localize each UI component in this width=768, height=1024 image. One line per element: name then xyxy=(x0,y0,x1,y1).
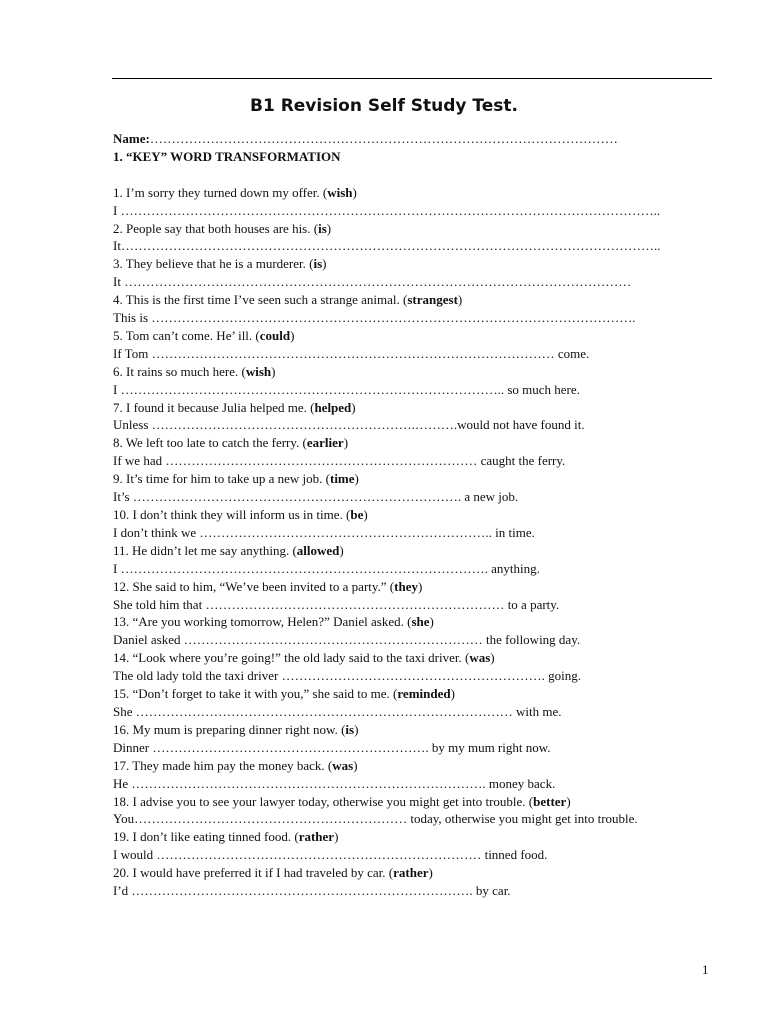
question: 14. “Look where you’re going!” the old lady said to the taxi driver. (was) xyxy=(113,650,495,666)
question: 4. This is the first time I’ve seen such a strange animal. (strangest) xyxy=(113,292,463,308)
answer-line[interactable]: If Tom ………………………………………………………………………………… come. xyxy=(113,345,590,361)
answer-line[interactable]: It’s …………………………………………………………………. a new job. xyxy=(113,489,519,505)
keyword: time xyxy=(329,471,355,487)
keyword: could xyxy=(259,327,291,343)
answer-line[interactable]: I …………………………………………………………………………….. so much here. xyxy=(113,381,580,397)
keyword: be xyxy=(350,507,364,523)
keyword: reminded xyxy=(397,686,451,702)
exercise-item xyxy=(113,685,703,721)
question: 7. I found it because Julia helped me. (helped) xyxy=(113,399,356,415)
question: 5. Tom can’t come. He’ ill. (could) xyxy=(113,327,295,343)
answer-line[interactable]: Unless …………………………………………………….……….would not have found it. xyxy=(113,417,585,433)
question: 17. They made him pay the money back. (was) xyxy=(113,757,358,773)
exercise-item xyxy=(113,506,703,542)
exercise-item xyxy=(113,793,703,829)
top-rule xyxy=(112,78,712,79)
question: 3. They believe that he is a murderer. (is) xyxy=(113,256,327,272)
exercise-item xyxy=(113,721,703,757)
question: 16. My mum is preparing dinner right now. (is) xyxy=(113,721,359,737)
page-title: B1 Revision Self Study Test. xyxy=(249,96,518,116)
question: 11. He didn’t let me say anything. (allowed) xyxy=(113,542,344,558)
keyword: strangest xyxy=(407,292,458,308)
spacer xyxy=(113,166,703,184)
answer-line[interactable]: It ……………………………………………………………………………………………………… xyxy=(113,274,632,290)
section-heading: 1. “KEY” WORD TRANSFORMATION xyxy=(113,148,341,164)
exercise-item xyxy=(113,220,703,256)
answer-line[interactable]: I don’t think we ………………………………………………………….. in time. xyxy=(113,524,535,540)
answer-line[interactable]: He ………………………………………………………………………. money back. xyxy=(113,775,556,791)
question: 19. I don’t like eating tinned food. (rather) xyxy=(113,829,339,845)
keyword: wish xyxy=(327,184,353,200)
keyword: was xyxy=(469,650,491,666)
answer-line[interactable]: If we had ……………………………………………………………… caught the ferry. xyxy=(113,453,566,469)
question: 12. She said to him, “We’ve been invited to a party.” (they) xyxy=(113,578,423,594)
exercise-item xyxy=(113,613,703,649)
answer-line[interactable]: Daniel asked …………………………………………………………… the following day. xyxy=(113,632,581,648)
keyword: is xyxy=(345,721,355,737)
exercise-item xyxy=(113,470,703,506)
keyword: better xyxy=(533,793,567,809)
answer-line[interactable]: She told him that …………………………………………………………… to a party. xyxy=(113,596,560,612)
keyword: wish xyxy=(245,363,272,379)
question: 2. People say that both houses are his. (is) xyxy=(113,220,332,236)
keyword: helped xyxy=(314,399,352,415)
exercise-item xyxy=(113,184,703,220)
keyword: earlier xyxy=(306,435,344,451)
answer-line[interactable]: Dinner ………………………………………………………. by my mum right now. xyxy=(113,739,551,755)
page-number: 1 xyxy=(702,962,709,977)
question: 13. “Are you working tomorrow, Helen?” Daniel asked. (she) xyxy=(113,614,434,630)
exercise-item xyxy=(113,828,703,864)
name-label: Name: xyxy=(113,131,150,146)
exercise-item xyxy=(113,649,703,685)
question: 9. It’s time for him to take up a new job. (time) xyxy=(113,471,359,487)
exercise-item xyxy=(113,291,703,327)
name-dots: ……………………………………………………………………………………………… xyxy=(149,131,618,146)
keyword: allowed xyxy=(296,542,340,558)
exercise-item xyxy=(113,255,703,291)
answer-line[interactable]: I …………………………………………………………………………………………………………….. xyxy=(113,202,661,218)
answer-line[interactable]: She …………………………………………………………………………… with me. xyxy=(113,703,562,719)
question: 20. I would have preferred it if I had traveled by car. (rather) xyxy=(113,865,433,881)
answer-line[interactable]: I would ………………………………………………………………… tinned food. xyxy=(113,847,548,863)
exercise-item xyxy=(113,434,703,470)
name-line xyxy=(113,130,703,148)
question: 15. “Don’t forget to take it with you,” she said to me. (reminded) xyxy=(113,686,455,702)
keyword: is xyxy=(313,256,323,272)
question: 6. It rains so much here. (wish) xyxy=(113,363,276,379)
answer-line[interactable]: I …………………………………………………………………………. anything. xyxy=(113,560,540,576)
exercise-item xyxy=(113,399,703,435)
exercise-item xyxy=(113,327,703,363)
answer-line[interactable]: You……………………………………………………… today, otherwise you might get into trouble. xyxy=(113,811,638,827)
question: 10. I don’t think they will inform us in time. (be) xyxy=(113,507,368,523)
question: 8. We left too late to catch the ferry. (earlier) xyxy=(113,435,349,451)
question: 1. I’m sorry they turned down my offer. (wish) xyxy=(113,184,357,200)
exercise-item xyxy=(113,542,703,578)
keyword: was xyxy=(332,757,354,773)
keyword: they xyxy=(394,578,418,594)
keyword: she xyxy=(411,614,430,630)
exercise-item xyxy=(113,578,703,614)
keyword: is xyxy=(318,220,327,236)
keyword: rather xyxy=(298,829,335,845)
worksheet-body xyxy=(113,130,703,900)
exercise-item xyxy=(113,757,703,793)
answer-line[interactable]: The old lady told the taxi driver ……………………………………………………. going. xyxy=(113,668,581,684)
exercise-item xyxy=(113,363,703,399)
answer-line[interactable]: I’d ……………………………………………………………………. by car. xyxy=(113,883,511,899)
answer-line[interactable]: This is …………………………………………………………………………………………………. xyxy=(113,310,636,326)
answer-line[interactable]: It…………………………………………………………………………………………………………….. xyxy=(113,238,661,254)
keyword: rather xyxy=(393,865,429,881)
question: 18. I advise you to see your lawyer today, otherwise you might get into trouble. (better) xyxy=(113,793,571,809)
exercise-item xyxy=(113,864,703,900)
